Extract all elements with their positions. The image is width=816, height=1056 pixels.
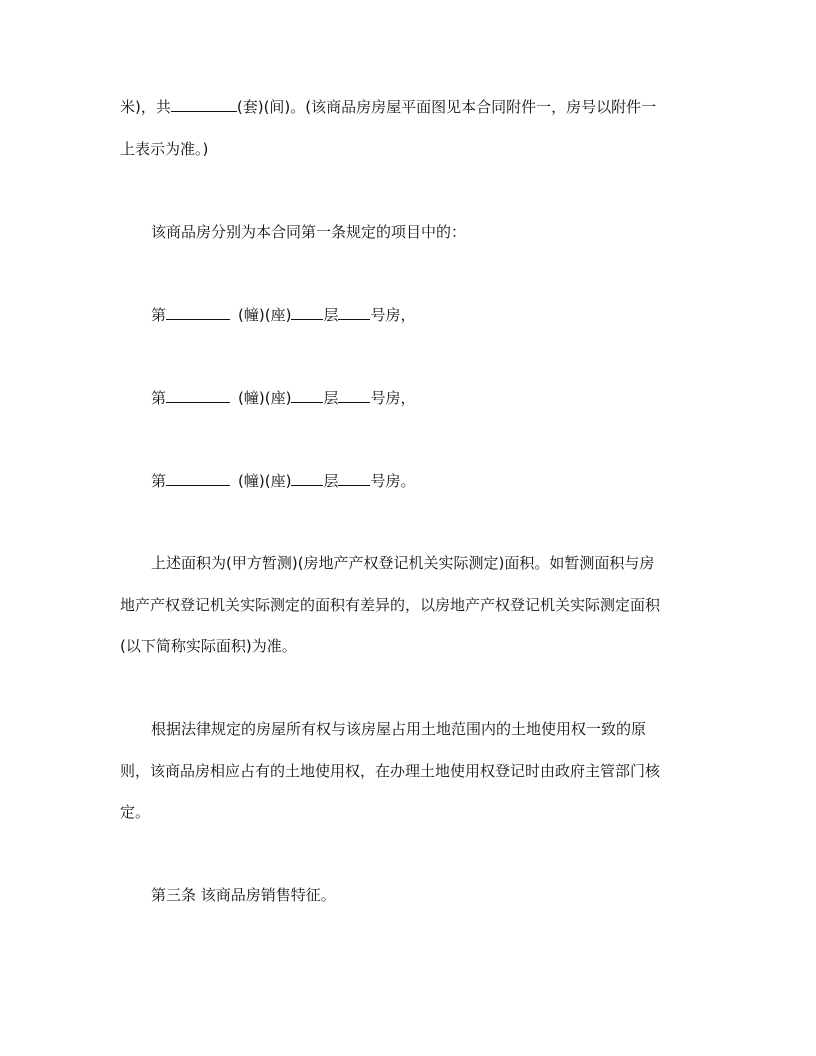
building-blank (166, 469, 230, 486)
unit-line-3 (151, 469, 415, 491)
unit-floor-label: 层 (323, 472, 339, 490)
unit-line-1 (151, 303, 415, 325)
area-paragraph-line-1: 上述面积为(甲方暂测)(房地产产权登记机关实际测定)面积。如暂测面积与房 (151, 554, 655, 572)
unit-building-label: (幢)(座) (238, 389, 292, 407)
unit-prefix: 第 (151, 306, 167, 324)
building-blank (166, 303, 230, 320)
intro-line-1-suffix: (套)(间)。(该商品房房屋平面图见本合同附件一，房号以附件一 (236, 98, 657, 116)
land-paragraph-line-3: 定。 (120, 803, 151, 821)
floor-blank (291, 469, 323, 486)
floor-blank (291, 386, 323, 403)
unit-prefix: 第 (151, 389, 167, 407)
land-paragraph-line-2: 则，该商品房相应占有的土地使用权，在办理土地使用权登记时由政府主管部门核 (120, 762, 661, 780)
unit-prefix: 第 (151, 472, 167, 490)
building-blank (166, 386, 230, 403)
intro-line-2: 上表示为准。) (120, 140, 209, 158)
area-paragraph-line-2: 地产产权登记机关实际测定的面积有差异的，以房地产产权登记机关实际测定面积 (120, 596, 661, 614)
unit-room-label: 号房， (370, 389, 416, 407)
intro-line-1 (120, 95, 656, 117)
unit-count-blank (171, 95, 237, 112)
unit-floor-label: 层 (323, 389, 339, 407)
room-blank (338, 386, 370, 403)
area-paragraph-line-3: (以下简称实际面积)为准。 (120, 637, 297, 655)
unit-floor-label: 层 (323, 306, 339, 324)
article-3-heading: 第三条 该商品房销售特征。 (151, 886, 336, 904)
intro-line-1-prefix: 米)，共 (120, 98, 171, 116)
unit-line-2 (151, 386, 415, 408)
unit-room-label: 号房， (370, 306, 416, 324)
floor-blank (291, 303, 323, 320)
section-intro: 该商品房分别为本合同第一条规定的项目中的： (151, 223, 467, 241)
land-paragraph-line-1: 根据法律规定的房屋所有权与该房屋占用土地范围内的土地使用权一致的原 (151, 720, 647, 738)
room-blank (338, 469, 370, 486)
unit-building-label: (幢)(座) (238, 472, 292, 490)
room-blank (338, 303, 370, 320)
unit-building-label: (幢)(座) (238, 306, 292, 324)
unit-room-label: 号房。 (370, 472, 416, 490)
